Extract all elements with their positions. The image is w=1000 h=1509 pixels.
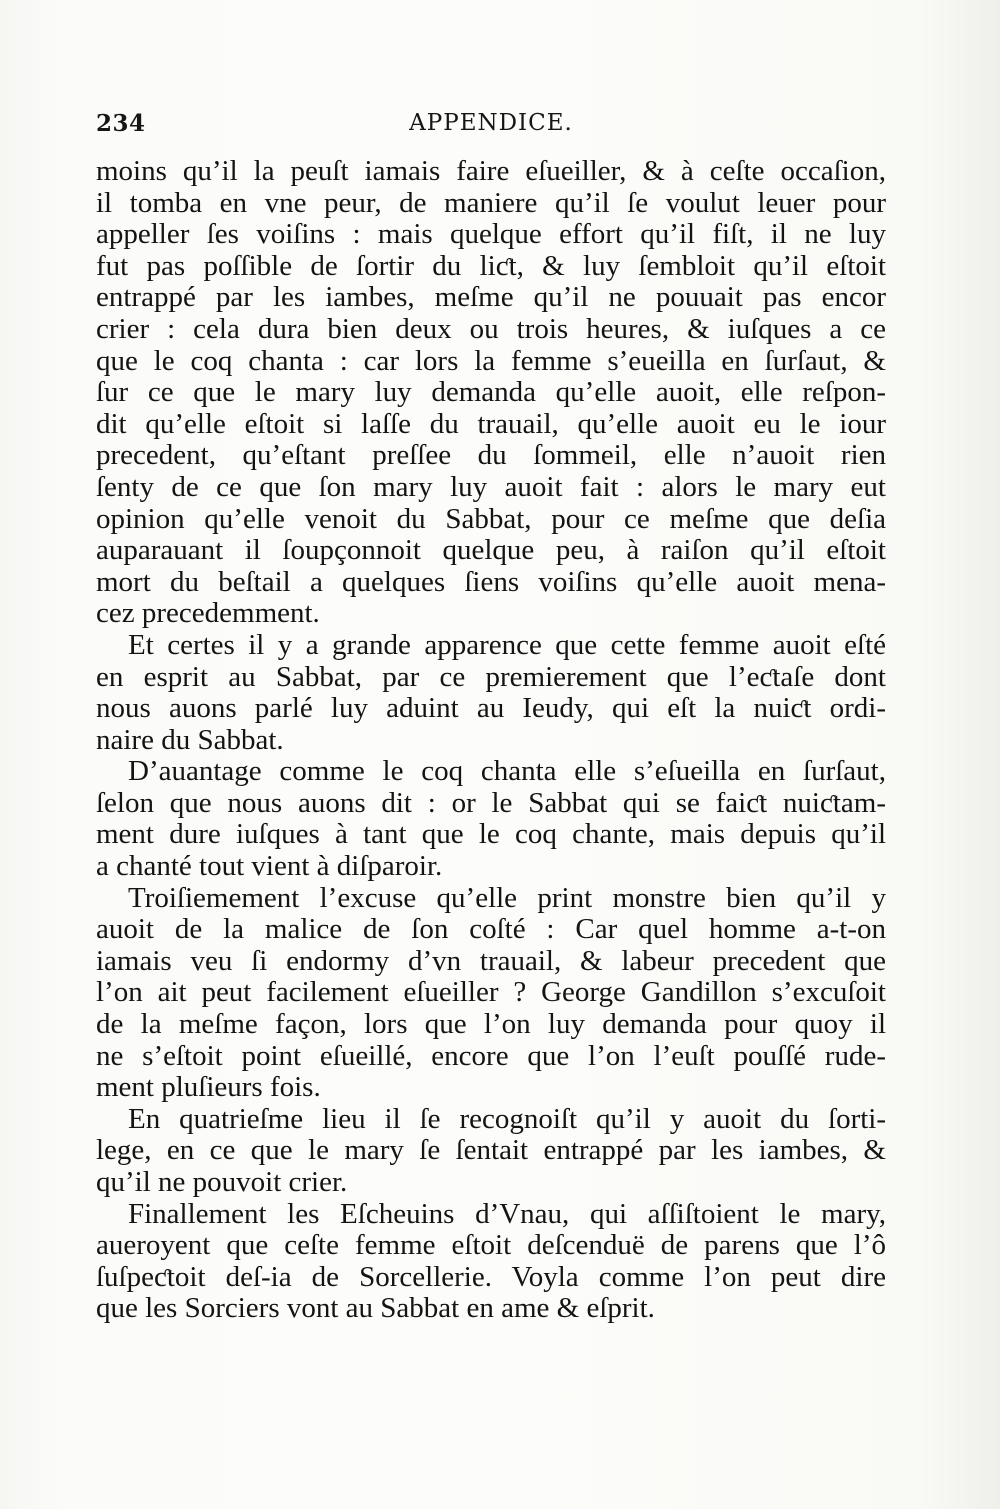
text-line: l’on ait peut facilement eſueiller ? George Gandillon s’excuſoit bbox=[96, 977, 886, 1009]
text-line: entrappé par les iambes, meſme qu’il ne pouuait pas encor bbox=[96, 282, 886, 314]
text-line: En quatrieſme lieu il ſe recognoiſt qu’il y auoit du ſorti- bbox=[128, 1103, 886, 1135]
text-line: ment dure iuſques à tant que le coq chante, mais depuis qu’il bbox=[96, 819, 886, 851]
text-line: iamais veu ſi endormy d’vn trauail, & labeur precedent que bbox=[96, 945, 886, 977]
paragraph bbox=[96, 1104, 886, 1199]
text-line: naire du Sabbat. bbox=[96, 724, 284, 756]
text-line: appeller ſes voiſins : mais quelque effort qu’il fiſt, il ne luy bbox=[96, 219, 886, 251]
text-line: de la meſme façon, lors que l’on luy demanda pour quoy il bbox=[96, 1009, 886, 1041]
paragraph bbox=[96, 630, 886, 756]
text-line: ne s’eſtoit point eſueillé, encore que l’on l’euſt pouſſé rude- bbox=[96, 1040, 886, 1072]
text-line: D’auantage comme le coq chanta elle s’eſueilla en ſurſaut, bbox=[128, 756, 886, 788]
text-line: ment pluſieurs fois. bbox=[96, 1072, 321, 1104]
text-line: fut pas poſſible de ſortir du liƈt, & luy ſembloit qu’il eſtoit bbox=[96, 250, 886, 282]
text-line: cez precedemment. bbox=[96, 598, 320, 630]
page-number: 234 bbox=[96, 110, 146, 137]
text-line: en esprit au Sabbat, par ce premierement que l’eƈtaſe dont bbox=[96, 661, 886, 693]
text-line: crier : cela dura bien deux ou trois heures, & iuſques a ce bbox=[96, 313, 886, 345]
paragraph bbox=[96, 756, 886, 882]
text-line: ſuſpeƈtoit deſ-ia de Sorcellerie. Voyla comme l’on peut dire bbox=[96, 1261, 886, 1293]
running-head bbox=[96, 110, 886, 146]
running-title: APPENDICE. bbox=[409, 110, 573, 136]
text-line: auparauant il ſoupçonnoit quelque peu, à raiſon qu’il eſtoit bbox=[96, 535, 886, 567]
text-line: nous auons parlé luy aduint au Ieudy, qui eſt la nuiƈt ordi- bbox=[96, 693, 886, 725]
text-line: que le coq chanta : car lors la femme s’eueilla en ſurſaut, & bbox=[96, 345, 886, 377]
paragraph bbox=[96, 1199, 886, 1325]
text-line: ſelon que nous auons dit : or le Sabbat qui se faiƈt nuiƈtam- bbox=[96, 787, 886, 819]
text-line: Troiſiemement l’excuse qu’elle print monstre bien qu’il y bbox=[128, 882, 886, 914]
text-line: a chanté tout vient à diſparoir. bbox=[96, 851, 443, 883]
text-line: mort du beſtail a quelques ſiens voiſins qu’elle auoit mena- bbox=[96, 566, 886, 598]
text-line: dit qu’elle eſtoit si laſſe du trauail, qu’elle auoit eu le iour bbox=[96, 408, 886, 440]
paragraph bbox=[96, 156, 886, 630]
text-line: qu’il ne pouvoit crier. bbox=[96, 1167, 348, 1198]
text-line: lege, en ce que le mary ſe ſentait entrappé par les iambes, & bbox=[96, 1135, 886, 1167]
text-line: ſenty de ce que ſon mary luy auoit fait : alors le mary eut bbox=[96, 471, 886, 503]
text-line: auoit de la malice de ſon coſté : Car quel homme a-t-on bbox=[96, 914, 886, 946]
text-line: Et certes il y a grande apparence que cette femme auoit eſté bbox=[128, 629, 886, 661]
text-line: opinion qu’elle venoit du Sabbat, pour ce meſme que deſia bbox=[96, 503, 886, 535]
body-text bbox=[96, 156, 886, 1325]
text-line: precedent, qu’eſtant preſſee du ſommeil, elle n’auoit rien bbox=[96, 440, 886, 472]
text-line: moins qu’il la peuſt iamais faire eſueiller, & à ceſte occaſion, bbox=[96, 156, 886, 187]
paragraph bbox=[96, 883, 886, 1104]
text-line: Finallement les Eſcheuins d’Vnau, qui aſſiſtoient le mary, bbox=[128, 1198, 886, 1230]
text-line: que les Sorciers vont au Sabbat en ame & eſprit. bbox=[96, 1293, 655, 1325]
text-line: aueroyent que ceſte femme eſtoit deſcenduë de parens que l’ô bbox=[96, 1230, 886, 1262]
text-line: il tomba en vne peur, de maniere qu’il ſe voulut leuer pour bbox=[96, 187, 886, 219]
text-line: ſur ce que le mary luy demanda qu’elle auoit, elle reſpon- bbox=[96, 377, 886, 409]
